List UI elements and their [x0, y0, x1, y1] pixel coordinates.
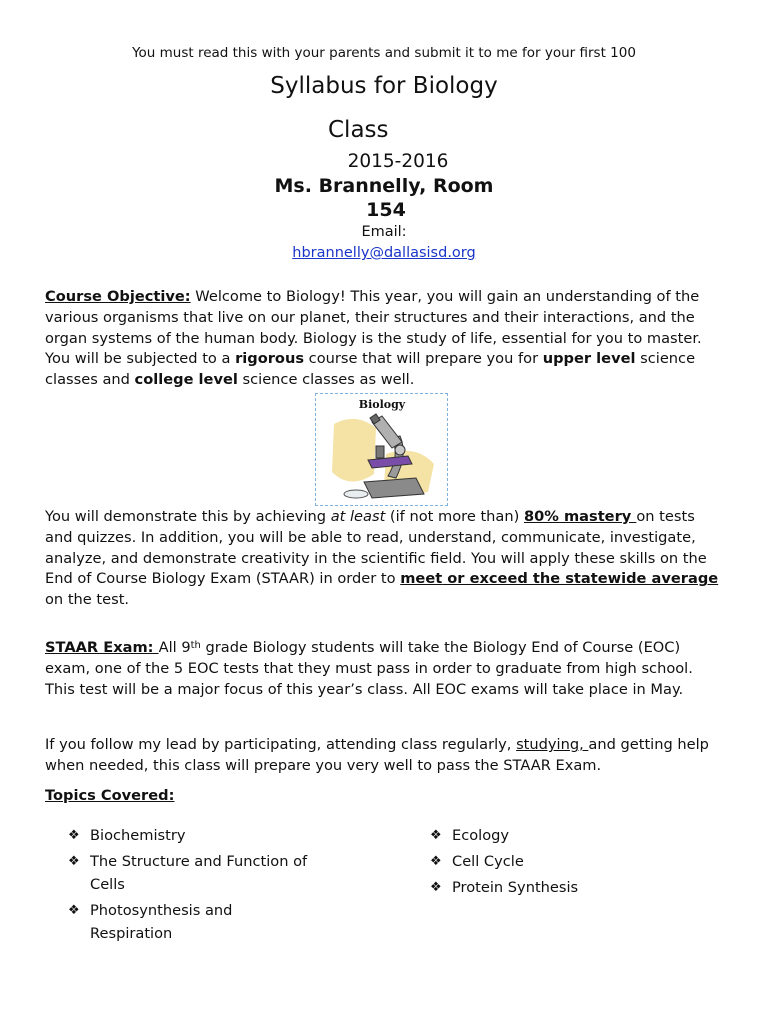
- college-level-emphasis: college level: [134, 371, 238, 389]
- course-objective-heading: Course Objective:: [45, 288, 191, 305]
- mastery-text: (if not more than): [385, 508, 524, 525]
- topics-list-right: [430, 824, 670, 902]
- email-link[interactable]: hbrannelly@dallasisd.org: [292, 245, 476, 261]
- staar-heading: STAAR Exam:: [45, 639, 159, 656]
- staar-paragraph: [45, 638, 725, 700]
- mastery-paragraph: [45, 507, 725, 611]
- list-item: [430, 850, 670, 873]
- mastery-text: You will demonstrate this by achieving: [45, 508, 331, 525]
- objective-text: science classes and: [45, 350, 696, 389]
- staar-text: grade Biology students will take the Biology End of Course (EOC) exam, one of the 5 EOC tests that they must pass in order to graduate from high school. This test will be a major focus of this year’s class. All EOC exams will take place in May.: [45, 639, 693, 698]
- diamond-bullet-icon: ❖: [430, 854, 442, 869]
- rigorous-emphasis: rigorous: [235, 350, 305, 368]
- diamond-bullet-icon: ❖: [68, 828, 80, 843]
- list-item: [430, 876, 670, 899]
- mastery-text: on the test.: [45, 591, 130, 609]
- list-item: [68, 850, 308, 896]
- diamond-bullet-icon: ❖: [430, 828, 442, 843]
- title-line-2: Class: [328, 117, 389, 143]
- topic-label: Protein Synthesis: [452, 879, 579, 896]
- objective-text: course that will prepare you for: [304, 350, 543, 368]
- mastery-percent: 80% mastery: [523, 508, 637, 525]
- topics-heading: Topics Covered:: [45, 787, 175, 804]
- email-label: Email:: [361, 224, 407, 240]
- upper-level-emphasis: upper level: [542, 350, 636, 368]
- topics-list-left: [68, 824, 308, 948]
- staar-text: All 9: [158, 639, 191, 656]
- exceed-average-emphasis: or exceed the statewide average: [442, 570, 719, 588]
- topic-label: Cell Cycle: [452, 853, 524, 870]
- list-item: [68, 824, 308, 847]
- follow-text: and getting help when needed, this class will prepare you very well to pass the STAAR Exam.: [45, 736, 709, 774]
- school-year: 2015-2016: [347, 151, 449, 172]
- meet-emphasis: meet: [400, 570, 443, 588]
- topics-heading-line: [45, 786, 725, 807]
- follow-paragraph: [45, 735, 725, 777]
- diamond-bullet-icon: ❖: [430, 880, 442, 895]
- mastery-text: on tests and quizzes. In addition, you will be able to read, understand, communicate, investigate, analyze, and demonstrate creativity in the scientific field. You will apply these skills on the End of Course Biology Exam (STAAR) in order to: [45, 508, 707, 588]
- list-item: [68, 899, 308, 945]
- teacher-name: Ms. Brannelly, Room: [274, 175, 494, 197]
- list-item: [430, 824, 670, 847]
- clipart-label: Biology: [358, 398, 406, 411]
- topic-label: Photosynthesis and Respiration: [90, 902, 233, 942]
- objective-text: Welcome to Biology! This year, you will gain an understanding of the various organisms that live on our planet, their structures and their interactions, and the organ systems of the human body. Biology is the study of life, essential for you to master. You will be subjected to a: [45, 288, 702, 368]
- microscope-icon: [316, 394, 447, 505]
- ordinal-suffix: th: [190, 640, 201, 651]
- topic-label: The Structure and Function of Cells: [90, 853, 308, 893]
- course-objective-paragraph: [45, 287, 725, 391]
- objective-text: science classes as well.: [237, 371, 415, 389]
- room-number: 154: [366, 199, 406, 221]
- email-line: [0, 245, 768, 261]
- parent-notice: You must read this with your parents and submit it to me for your first 100: [132, 45, 636, 61]
- diamond-bullet-icon: ❖: [68, 903, 80, 918]
- follow-text: If you follow my lead by participating, attending class regularly,: [45, 736, 517, 753]
- at-least-emphasis: at least: [330, 508, 386, 525]
- studying-emphasis: studying,: [516, 736, 589, 753]
- topic-label: Ecology: [452, 827, 510, 844]
- topic-label: Biochemistry: [90, 827, 186, 844]
- diamond-bullet-icon: ❖: [68, 854, 80, 869]
- biology-clipart: [315, 393, 448, 506]
- title-line-1: Syllabus for Biology: [270, 73, 498, 99]
